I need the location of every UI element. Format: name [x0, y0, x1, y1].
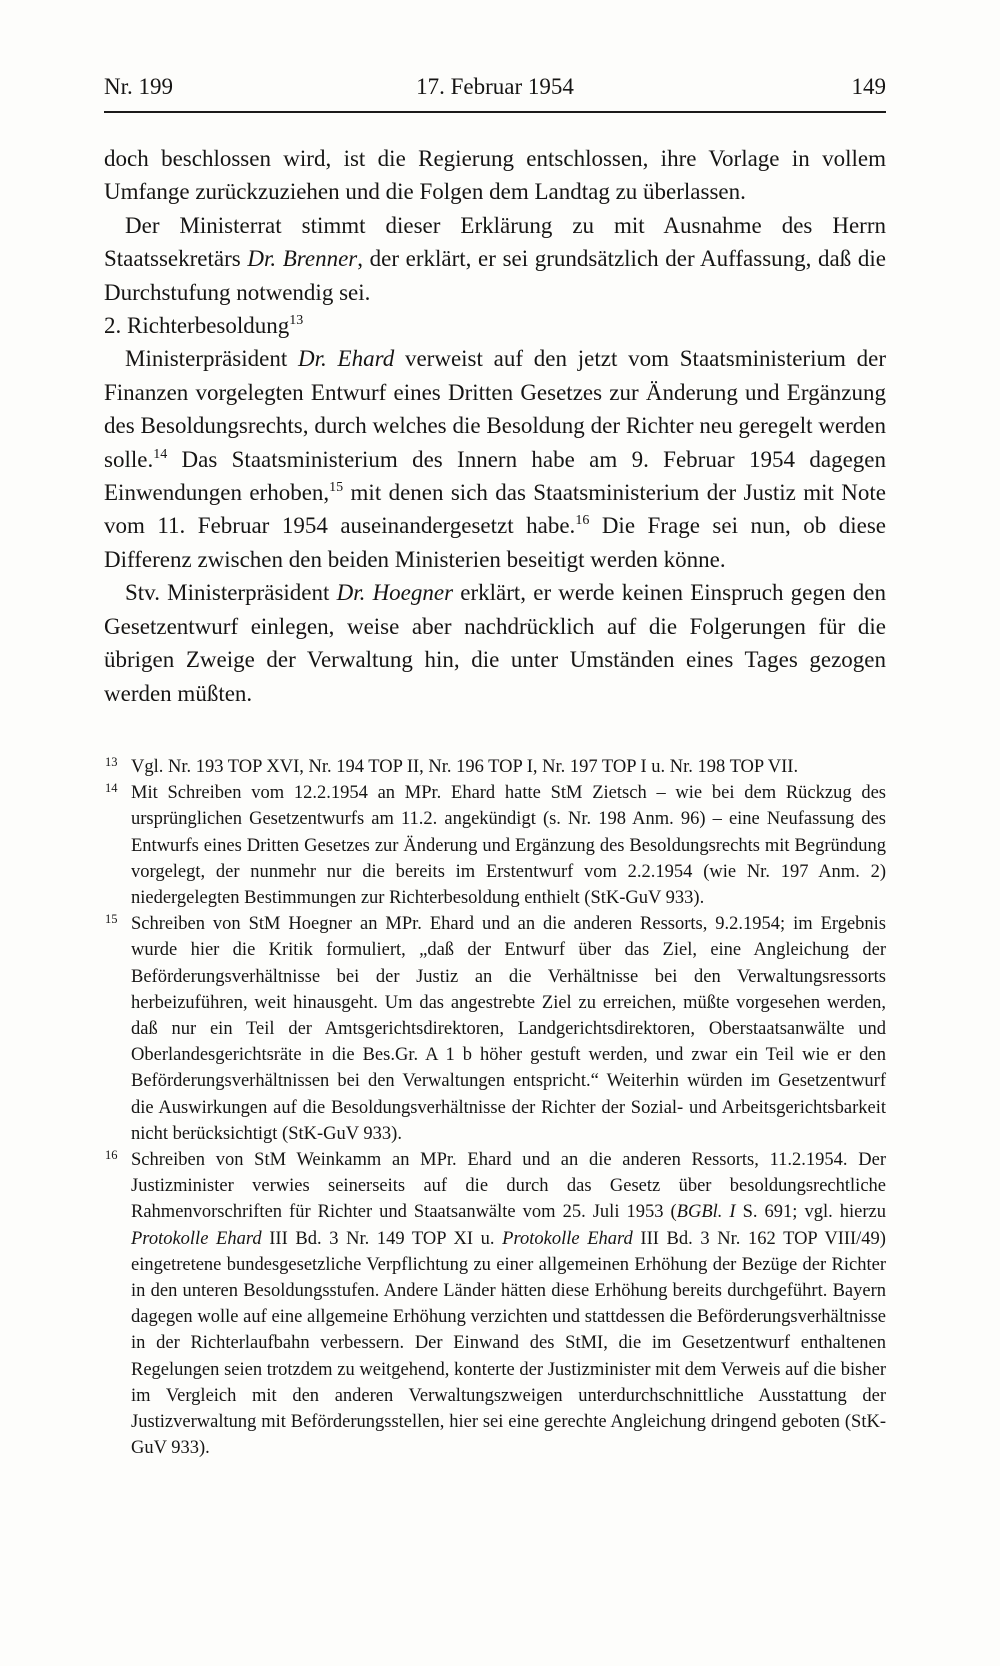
text-run: III Bd. 3 Nr. 149 TOP XI u.: [261, 1228, 503, 1249]
text-run: mit denen sich das Staatsministerium der Justiz mit Note vom 11. Februar 1954 auseinandergesetzt habe.: [104, 480, 887, 539]
text-run: Schreiben von StM Weinkamm an MPr. Ehard und an die anderen Ressorts, 11.2.1954. Der Justizminister verwies seinerseits auf die durch das Gesetz über besoldungsrechtliche Rahmenvorschriften für Richter und Staatsanwälte vom 25. Juli 1953 (: [131, 1149, 886, 1223]
footnote-number: 16: [105, 1147, 118, 1162]
text-run: Vgl. Nr. 193 TOP XVI, Nr. 194 TOP II, Nr. 196 TOP I, Nr. 197 TOP I u. Nr. 198 TOP VII.: [131, 756, 799, 777]
footnote-ref: 16: [575, 513, 590, 529]
text-run: , der erklärt, er sei grundsätzlich der Auffassung, daß die Durchstufung notwendig sei.: [104, 246, 886, 305]
text-run: Schreiben von StM Hoegner an MPr. Ehard und an die anderen Ressorts, 9.2.1954; im Ergebnis wurde hier die Kritik formuliert, „daß der Entwurf über das Ziel, eine Angleichung der Beförderungsverhältnisse bei der Justiz an die Verhältnisse bei den Verwaltungsressorts herbeizuführen, weit hinausgeht. Um das angestrebte Ziel zu erreichen, müßte vorgesehen werden, daß nur ein Teil der Amtsgerichtsdirektoren, Landgerichtsdirektoren, Oberstaatsanwälte und Oberlandesgerichtsräte in die Bes.Gr. A 1 b höher gestuft werden, und zwar ein Teil wie er den Beförderungsverhältnissen bei den Verwaltungen entspricht.“ Weiterhin würden im Gesetzentwurf die Auswirkungen auf die Besoldungsverhältnisse der Richter der Sozial- und Arbeitsgerichtsbarkeit nicht berücksichtigt (StK-GuV 933).: [131, 914, 886, 1144]
header-doc-number: Nr. 199: [104, 74, 173, 99]
text-run: S. 691; vgl. hierzu: [735, 1202, 886, 1223]
body-text: [104, 142, 886, 710]
page-content: [104, 74, 886, 1461]
footnote-text: [131, 757, 798, 777]
italic-name: Dr. Brenner: [247, 246, 358, 272]
text-run: Mit Schreiben vom 12.2.1954 an MPr. Ehard hatte StM Zietsch – wie bei dem Rückzug des ursprünglichen Gesetzentwurfs am 11.2. angekündigt (s. Nr. 198 Anm. 96) – eine Neufassung des Entwurfs eines Dritten Gesetzes zur Änderung und Ergänzung des Besoldungsrechts mit Begründung vorgelegt, der nunmehr nur die bereits im Erstentwurf vom 2.2.1954 (wie Nr. 197 Anm. 2) niedergelegten Bestimmungen zur Richterbesoldung enthielt (StK-GuV 933).: [131, 783, 886, 908]
text-run: Der Ministerrat stimmt dieser Erklärung zu mit Ausnahme des Herrn Staatssekretärs: [104, 212, 886, 272]
text-run: Stv. Ministerpräsident: [125, 580, 337, 606]
footnote-number: 13: [105, 754, 118, 769]
footnotes-section: [104, 754, 886, 1461]
footnote-13: [104, 754, 886, 780]
text-run: erklärt, er werde keinen Einspruch gegen den Gesetzentwurf einlegen, weise aber nachdrücklich auf die Folgerungen für die übrigen Zweige der Verwaltung hin, die unter Umständen eines Tages gezogen werden müßten.: [104, 580, 887, 706]
footnote-16: [104, 1147, 886, 1461]
header-page-number: 149: [851, 74, 886, 99]
footnote-text: [131, 783, 886, 908]
paragraph-continuation: [104, 142, 886, 209]
italic-name: Dr. Hoegner: [336, 580, 454, 606]
footnote-ref: 13: [289, 313, 304, 329]
running-head: [104, 74, 886, 113]
footnote-15: [104, 911, 886, 1147]
footnote-number: 14: [105, 781, 118, 796]
text-run: doch beschlossen wird, ist die Regierung entschlossen, ihre Vorlage in vollem Umfange zurückzuziehen und die Folgen dem Landtag zu überlassen.: [104, 146, 886, 205]
text-run: verweist auf den jetzt vom Staatsministerium der Finanzen vorgelegten Entwurf eines Dritten Gesetzes zur Änderung und Ergänzung des Besoldungsrechts, durch welches die Besoldung der Richter neu geregelt werden solle.: [104, 346, 886, 472]
text-run: Die Frage sei nun, ob diese Differenz zwischen den beiden Ministerien beseitigt werden könne.: [104, 513, 886, 572]
footnote-text: [131, 1150, 886, 1458]
paragraph-hoegner: [104, 576, 886, 710]
text-run: Das Staatsministerium des Innern habe am 9. Februar 1954 dagegen Einwendungen erhoben,: [104, 446, 886, 506]
footnote-text: [131, 914, 886, 1144]
footnote-number: 15: [105, 912, 118, 927]
paragraph-ehard: [104, 342, 886, 576]
italic-name: Dr. Ehard: [298, 346, 395, 372]
footnote-ref: 14: [153, 446, 168, 462]
italic-name: BGBl. I: [676, 1202, 736, 1223]
italic-name: Protokolle Ehard: [502, 1228, 633, 1249]
italic-name: Protokolle Ehard: [131, 1228, 262, 1249]
paragraph-ministerrat: [104, 209, 886, 309]
header-date: 17. Februar 1954: [416, 74, 574, 99]
text-run: 2. Richterbesoldung: [104, 313, 290, 339]
footnote-14: [104, 780, 886, 911]
section-heading-richterbesoldung: [104, 309, 886, 342]
text-run: Ministerpräsident: [125, 346, 299, 372]
text-run: III Bd. 3 Nr. 162 TOP VIII/49) eingetretene bundesgesetzliche Verpflichtung zu einer allgemeinen Erhöhung der Bezüge der Richter in den unteren Besoldungsstufen. Andere Länder hätten diese Erhöhung bereits durchgeführt. Bayern dagegen wolle auf eine allgemeine Erhöhung verzichten und stattdessen die Beförderungsverhältnisse in der Richterlaufbahn verbessern. Der Einwand des StMI, die im Gesetzentwurf enthaltenen Regelungen seien trotzdem zu weitgehend, konterte der Justizminister mit dem Verweis auf die bisher im Vergleich mit den anderen Verwaltungszweigen unterdurchschnittliche Ausstattung der Justizverwaltung mit Beförderungsstellen, hier sei eine gerechte Angleichung dringend geboten (StK-GuV 933).: [131, 1228, 886, 1459]
footnote-ref: 15: [329, 480, 344, 496]
